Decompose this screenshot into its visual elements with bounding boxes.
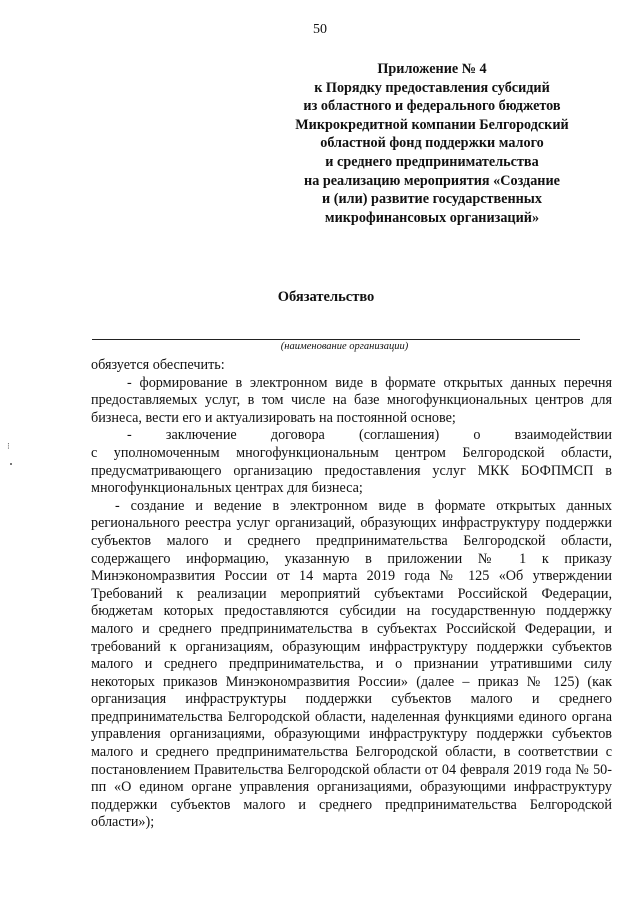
organization-name-caption: (наименование организации): [280, 341, 409, 352]
appendix-line: к Порядку предоставления субсидий: [314, 79, 550, 96]
item-paragraph: - создание и ведение в электронном виде в формате открытых данных регионального реестра услуг организаций, образующих инфраструктуру поддержки субъектов малого и среднего предпринимательства Белгородской области, содержащего информацию, указанную в приложении № 1 к приказу Минэкономразвития России от 14 марта 2019 года № 125 «Об утверждении Требований к реализации мероприятий субъектами Российской Федерации, бюджетам которых предоставляются субсидии на государственную поддержку малого и среднего предпринимательства в субъектах Российской Федерации, и требований к организациям, образующим инфраструктуру поддержки субъектов малого и среднего предпринимательства, и о признании утратившими силу некоторых приказов Минэкономразвития России» (далее – приказ № 125) (как организация инфраструктуры поддержки субъектов малого и среднего предпринимательства Белгородской области, наделенная функциями единого органа управления организациями, образующими инфраструктуру поддержки субъектов малого и среднего предпринимательства Белгородской области, в соответствии с постановлением Правительства Белгородской области от 04 февраля 2019 года № 50-пп «О едином органе управления организациями, образующими инфраструктуру поддержки субъектов малого и среднего предпринимательства Белгородской области»);: [91, 497, 612, 831]
word: -: [127, 427, 132, 444]
margin-dot: [10, 463, 12, 465]
page-number: 50: [313, 22, 327, 37]
word: взаимодействии: [514, 427, 612, 444]
appendix-line: и (или) развитие государственных: [322, 191, 542, 208]
appendix-line: из областного и федерального бюджетов: [303, 98, 561, 115]
organization-name-line: [92, 339, 580, 340]
word: заключение: [165, 427, 237, 444]
item-paragraph: с уполномоченным многофункциональным центром Белгородской области, предусматривающего организацию предоставления услуг МКК БОФПМСП в многофункциональных центрах для бизнеса;: [91, 444, 612, 497]
word: договора: [270, 427, 325, 444]
document-body: [91, 357, 612, 832]
margin-mark: ⁝: [7, 441, 10, 451]
appendix-line: областной фонд поддержки малого: [320, 135, 544, 152]
appendix-line: микрофинансовых организаций»: [324, 209, 540, 226]
appendix-line: Микрокредитной компании Белгородский: [295, 116, 569, 133]
item-paragraph: - формирование в электронном виде в формате открытых данных перечня предоставляемых услуг, в том числе на базе многофункциональных центров для бизнеса, вести его и актуализировать на постоянной основе;: [91, 374, 612, 426]
document-title: Обязательство: [277, 289, 375, 305]
item-first-line: [91, 427, 612, 445]
appendix-line: и среднего предпринимательства: [325, 153, 539, 170]
word: (соглашения): [358, 427, 440, 444]
word: о: [473, 427, 481, 444]
appendix-line: Приложение № 4: [377, 61, 487, 77]
intro-paragraph: обязуется обеспечить:: [91, 357, 225, 373]
appendix-header: [262, 60, 602, 227]
appendix-line: на реализацию мероприятия «Создание: [304, 172, 560, 189]
